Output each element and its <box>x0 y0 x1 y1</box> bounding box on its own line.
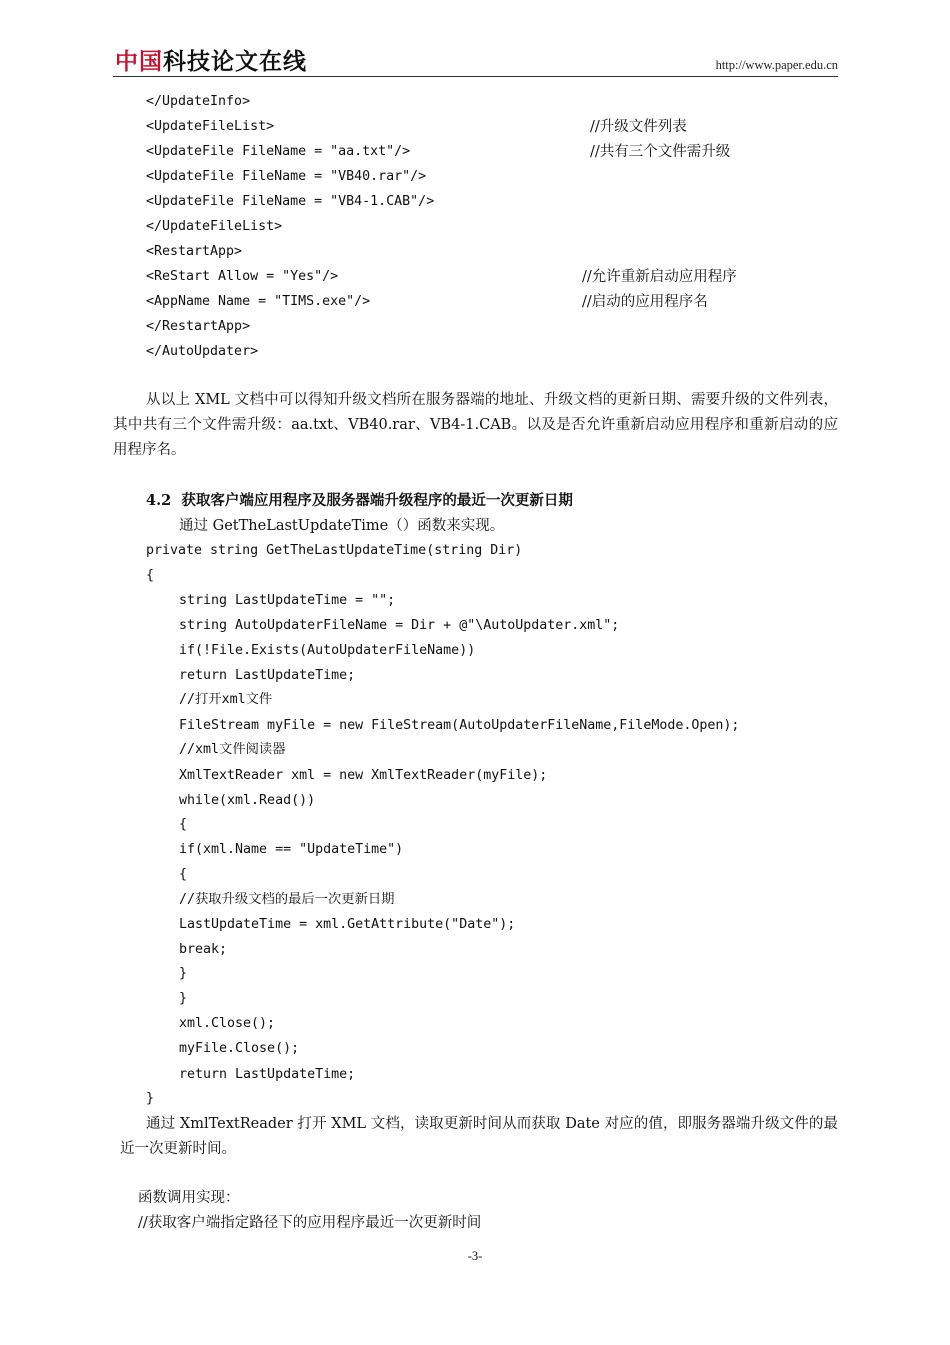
code-line: if(xml.Name == "UpdateTime") <box>179 842 404 857</box>
code-line: } <box>179 966 188 981</box>
code-line: LastUpdateTime = xml.GetAttribute("Date"); <box>179 917 516 932</box>
xml-comment: //升级文件列表 <box>590 119 687 135</box>
code-comment: //打开xml文件 <box>179 692 273 707</box>
header-rule <box>113 76 838 77</box>
code-line: } <box>179 991 188 1006</box>
code-line: } <box>146 1091 155 1106</box>
code-line: string LastUpdateTime = ""; <box>179 593 396 608</box>
code-line: string AutoUpdaterFileName = Dir + @"\AutoUpdater.xml"; <box>179 618 620 633</box>
code-line: while(xml.Read()) <box>179 793 316 808</box>
xml-comment: //共有三个文件需升级 <box>590 144 731 160</box>
xml-line: </UpdateInfo> <box>146 94 251 109</box>
code-comment: //获取升级文档的最后一次更新日期 <box>179 892 395 907</box>
logo-red-text: 中国 <box>115 49 163 75</box>
code-comment: //xml文件阅读器 <box>179 742 286 757</box>
header-url[interactable]: http://www.paper.edu.cn <box>715 58 838 72</box>
code-line: if(!File.Exists(AutoUpdaterFileName)) <box>179 643 476 658</box>
xml-line: <ReStart Allow = "Yes"/> <box>146 269 339 284</box>
code-line: return LastUpdateTime; <box>179 668 356 683</box>
tail-line: 函数调用实现： <box>138 1190 240 1206</box>
code-line: { <box>146 568 155 583</box>
code-line: break; <box>179 942 228 957</box>
xml-line: <UpdateFileList> <box>146 119 275 134</box>
xml-line: <UpdateFile FileName = "aa.txt"/> <box>146 144 411 159</box>
xml-comment: //启动的应用程序名 <box>582 294 708 310</box>
section-heading: 4.2 获取客户端应用程序及服务器端升级程序的最近一次更新日期 <box>146 492 573 509</box>
code-line: FileStream myFile = new FileStream(AutoUpdaterFileName,FileMode.Open); <box>179 718 740 733</box>
xml-line: <AppName Name = "TIMS.exe"/> <box>146 294 371 309</box>
tail-comment: //获取客户端指定路径下的应用程序最近一次更新时间 <box>138 1215 482 1231</box>
body-paragraph: 从以上 XML 文档中可以得知升级文档所在服务器端的地址、升级文档的更新日期、需要升级的文件列表，其中共有三个文件需升级：aa.txt、VB40.rar、VB4-1.CAB。以及是否允许重新启动应用程序和重新启动的应用程序名。 <box>113 392 838 458</box>
xml-comment: //允许重新启动应用程序 <box>582 269 737 285</box>
xml-line: </UpdateFileList> <box>146 219 283 234</box>
xml-line: </RestartApp> <box>146 319 251 334</box>
xml-line: </AutoUpdater> <box>146 344 259 359</box>
page-header <box>113 48 838 76</box>
code-line: myFile.Close(); <box>179 1041 300 1056</box>
logo-black-text: 科技论文在线 <box>163 49 307 75</box>
code-line: XmlTextReader xml = new XmlTextReader(myFile); <box>179 768 548 783</box>
section-intro: 通过 GetTheLastUpdateTime（）函数来实现。 <box>179 518 505 534</box>
code-line: xml.Close(); <box>179 1016 276 1031</box>
journal-logo <box>115 48 307 76</box>
xml-line: <RestartApp> <box>146 244 243 259</box>
page-number: -3- <box>467 1249 483 1263</box>
xml-line: <UpdateFile FileName = "VB40.rar"/> <box>146 169 427 184</box>
code-line: { <box>179 867 188 882</box>
code-line: { <box>179 817 188 832</box>
code-line: return LastUpdateTime; <box>179 1067 356 1082</box>
code-line: private string GetTheLastUpdateTime(string Dir) <box>146 543 523 558</box>
xml-line: <UpdateFile FileName = "VB4-1.CAB"/> <box>146 194 435 209</box>
body-paragraph: 通过 XmlTextReader 打开 XML 文档，读取更新时间从而获取 Date 对应的值，即服务器端升级文件的最近一次更新时间。 <box>120 1116 838 1157</box>
